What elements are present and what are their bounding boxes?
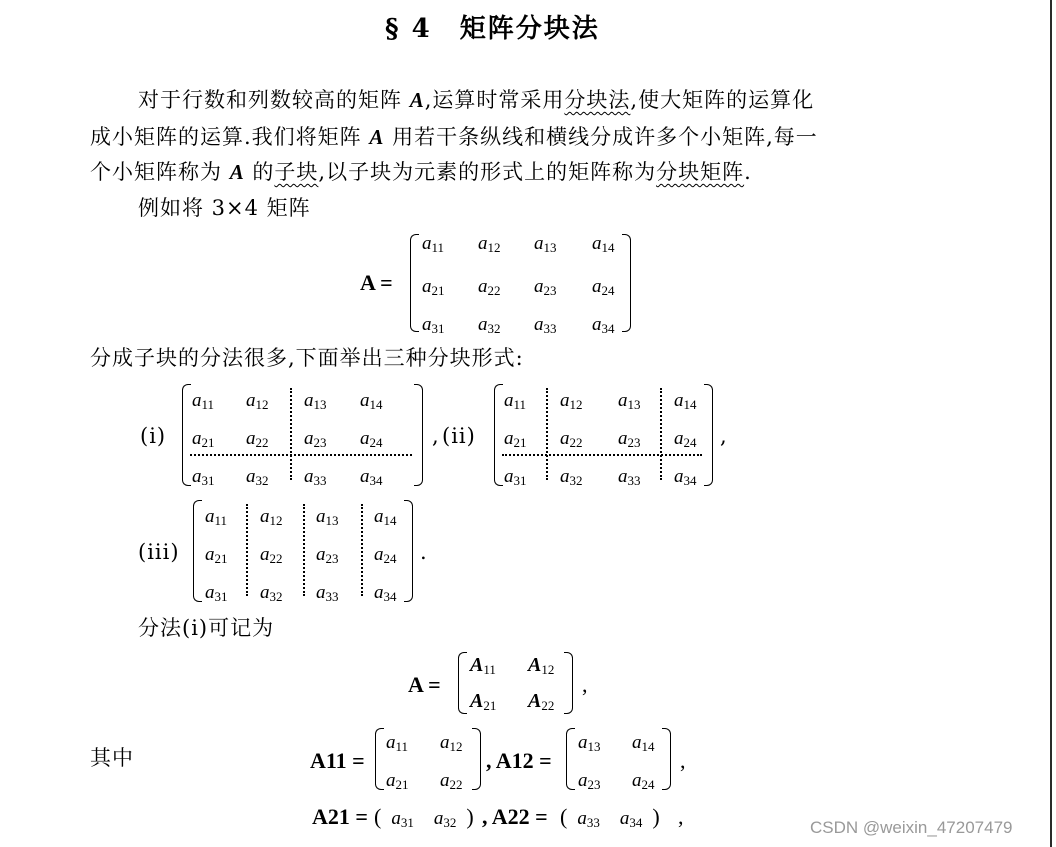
form-iii-right-bracket xyxy=(404,500,413,602)
matrix-entry: $a_{34}$ xyxy=(374,582,397,604)
matrix-entry: $a_{24}$ xyxy=(374,544,397,566)
paragraph-line-2 xyxy=(90,127,818,148)
matrix-entry: $a_{21}$ xyxy=(192,428,215,450)
matrix-entry: $a_{34}$ xyxy=(674,466,697,488)
A22-label: , A22 = xyxy=(482,804,548,829)
matrix-entry: $a_{24}$ xyxy=(674,428,697,450)
matrix-entry: $a_{23}$ xyxy=(618,428,641,450)
matrix-label: A = xyxy=(360,270,393,295)
matrix-entry: $a_{11}$ xyxy=(422,233,445,255)
symbol-A: A xyxy=(369,125,385,149)
section-title: § 4 矩阵分块法 xyxy=(385,14,600,44)
matrix-left-bracket xyxy=(410,234,419,332)
matrix-entry: $a_{12}$ xyxy=(478,233,501,255)
row-entry: $a_{31}$ xyxy=(391,808,414,830)
matrix-entry: $a_{33}$ xyxy=(534,314,557,336)
matrix-entry: $a_{12}$ xyxy=(246,390,269,412)
A11-label: A11 = xyxy=(310,748,365,773)
right-paren: ) xyxy=(466,804,474,829)
matrix-entry: $a_{11}$ xyxy=(192,390,215,412)
A12-label: , A12 = xyxy=(486,748,552,773)
matrix-entry: $a_{14}$ xyxy=(674,390,697,412)
form-i-vertical-divider xyxy=(290,388,292,480)
matrix-entry: $a_{13}$ xyxy=(618,390,641,412)
matrix-entry: $a_{14}$ xyxy=(360,390,383,412)
row-entry: $a_{34}$ xyxy=(619,808,643,830)
term-sub-block: 子块 xyxy=(274,160,319,184)
text: 个小矩阵称为 xyxy=(90,160,222,184)
matrix-entry: $a_{14}$ xyxy=(592,233,615,255)
matrix-entry: $a_{31}$ xyxy=(504,466,527,488)
form-ii-left-bracket xyxy=(494,384,503,486)
form-iii-vertical-divider-1 xyxy=(246,504,248,596)
form-ii-vertical-divider-1 xyxy=(546,388,548,480)
matrix-entry: $a_{32}$ xyxy=(560,466,583,488)
form-label-ii: (ii) xyxy=(442,424,476,448)
example-intro: 例如将 3×4 矩阵 xyxy=(138,196,311,220)
matrix-entry: $a_{24}$ xyxy=(360,428,383,450)
matrix-entry: $a_{32}$ xyxy=(246,466,269,488)
matrix-entry: $a_{34}$ xyxy=(360,466,383,488)
watermark: CSDN @weixin_47207479 xyxy=(810,818,1013,837)
matrix-entry: $A_{11}$ xyxy=(470,654,496,677)
matrix-right-bracket xyxy=(622,234,631,332)
paragraph-line-3 xyxy=(90,162,752,183)
block-matrix-left-bracket xyxy=(458,652,467,714)
method-intro: 分法(i)可记为 xyxy=(138,616,275,640)
paragraph-line-1 xyxy=(138,90,814,111)
matrix-entry: $a_{12}$ xyxy=(440,732,463,754)
text: ,以子块为元素的形式上的矩阵称为 xyxy=(318,160,657,184)
matrix-entry: $a_{14}$ xyxy=(632,732,655,754)
form-iii-trailing-period: . xyxy=(420,540,428,564)
where-label: 其中 xyxy=(90,746,134,770)
A21-label: A21 = xyxy=(312,804,368,829)
matrix-entry: $a_{13}$ xyxy=(534,233,557,255)
matrix-entry: $a_{21}$ xyxy=(205,544,228,566)
form-label-i: (i) xyxy=(140,424,167,448)
form-ii-horizontal-divider xyxy=(502,454,702,456)
form-i-left-bracket xyxy=(182,384,191,486)
A12-trailing: , xyxy=(680,748,686,773)
matrix-entry: $a_{13}$ xyxy=(578,732,601,754)
matrix-entry: $a_{31}$ xyxy=(422,314,445,336)
matrix-entry: $a_{22}$ xyxy=(260,544,283,566)
matrix-entry: $a_{34}$ xyxy=(592,314,615,336)
term-block-method: 分块法 xyxy=(564,88,631,112)
text: ,运算时常采用 xyxy=(424,88,565,112)
matrix-entry: $a_{11}$ xyxy=(205,506,228,528)
matrix-entry: $a_{21}$ xyxy=(504,428,527,450)
matrix-entry: $A_{21}$ xyxy=(470,690,497,713)
row-vector xyxy=(374,804,474,831)
matrix-entry: $a_{33}$ xyxy=(618,466,641,488)
form-ii-trailing-comma: , xyxy=(720,424,728,448)
matrix-entry: $a_{21}$ xyxy=(422,276,445,298)
A12-left-bracket xyxy=(566,728,575,790)
text: 对于行数和列数较高的矩阵 xyxy=(138,88,402,112)
matrix-entry: $a_{12}$ xyxy=(260,506,283,528)
form-iii-vertical-divider-3 xyxy=(361,504,363,596)
matrix-entry: $a_{23}$ xyxy=(304,428,327,450)
A11-left-bracket xyxy=(375,728,384,790)
text: ,使大矩阵的运算化 xyxy=(630,88,815,112)
text: 成小矩阵的运算.我们将矩阵 xyxy=(90,125,362,149)
text: 用若干条纵线和横线分成许多个小矩阵,每一 xyxy=(392,125,818,149)
matrix-entry: $a_{23}$ xyxy=(534,276,557,298)
row-entry: $a_{32}$ xyxy=(433,808,457,830)
right-paren: ) xyxy=(652,804,660,829)
matrix-entry: $a_{33}$ xyxy=(316,582,339,604)
form-separator: , xyxy=(432,424,440,448)
A12-right-bracket xyxy=(662,728,671,790)
row-entry: $a_{33}$ xyxy=(577,808,600,830)
matrix-entry: $a_{13}$ xyxy=(316,506,339,528)
symbol-A: A xyxy=(409,88,425,112)
row-vector xyxy=(560,804,660,831)
page-right-border xyxy=(1050,0,1052,847)
term-block-matrix: 分块矩阵 xyxy=(656,160,745,184)
matrix-entry: $A_{22}$ xyxy=(528,690,555,713)
text: 的 xyxy=(252,160,275,184)
forms-intro: 分成子块的分法很多,下面举出三种分块形式: xyxy=(90,346,524,370)
matrix-entry: $a_{12}$ xyxy=(560,390,583,412)
matrix-entry: $a_{31}$ xyxy=(205,582,228,604)
matrix-entry: $a_{11}$ xyxy=(386,732,409,754)
matrix-entry: $a_{22}$ xyxy=(478,276,501,298)
matrix-entry: $a_{24}$ xyxy=(592,276,615,298)
block-matrix-label: A = xyxy=(408,672,441,697)
matrix-entry: $a_{32}$ xyxy=(478,314,501,336)
left-paren: ( xyxy=(560,804,568,829)
matrix-entry: $A_{12}$ xyxy=(528,654,555,677)
left-paren: ( xyxy=(374,804,382,829)
form-i-right-bracket xyxy=(414,384,423,486)
form-iii-vertical-divider-2 xyxy=(303,504,305,596)
matrix-entry: $a_{22}$ xyxy=(246,428,269,450)
form-i-horizontal-divider xyxy=(190,454,412,456)
matrix-entry: $a_{14}$ xyxy=(374,506,397,528)
matrix-entry: $a_{11}$ xyxy=(504,390,527,412)
form-iii-left-bracket xyxy=(193,500,202,602)
form-ii-right-bracket xyxy=(704,384,713,486)
matrix-entry: $a_{13}$ xyxy=(304,390,327,412)
matrix-entry: $a_{23}$ xyxy=(578,770,601,792)
matrix-entry: $a_{22}$ xyxy=(440,770,463,792)
matrix-entry: $a_{21}$ xyxy=(386,770,409,792)
block-matrix-right-bracket xyxy=(564,652,573,714)
form-label-iii: (iii) xyxy=(138,540,180,564)
form-ii-vertical-divider-2 xyxy=(660,388,662,480)
text: . xyxy=(744,160,752,184)
matrix-entry: $a_{22}$ xyxy=(560,428,583,450)
symbol-A: A xyxy=(229,160,245,184)
A11-right-bracket xyxy=(472,728,481,790)
matrix-entry: $a_{23}$ xyxy=(316,544,339,566)
block-matrix-trailing: , xyxy=(582,672,588,697)
matrix-entry: $a_{33}$ xyxy=(304,466,327,488)
matrix-entry: $a_{32}$ xyxy=(260,582,283,604)
A22-trailing: , xyxy=(678,804,684,829)
matrix-entry: $a_{31}$ xyxy=(192,466,215,488)
matrix-entry: $a_{24}$ xyxy=(632,770,655,792)
